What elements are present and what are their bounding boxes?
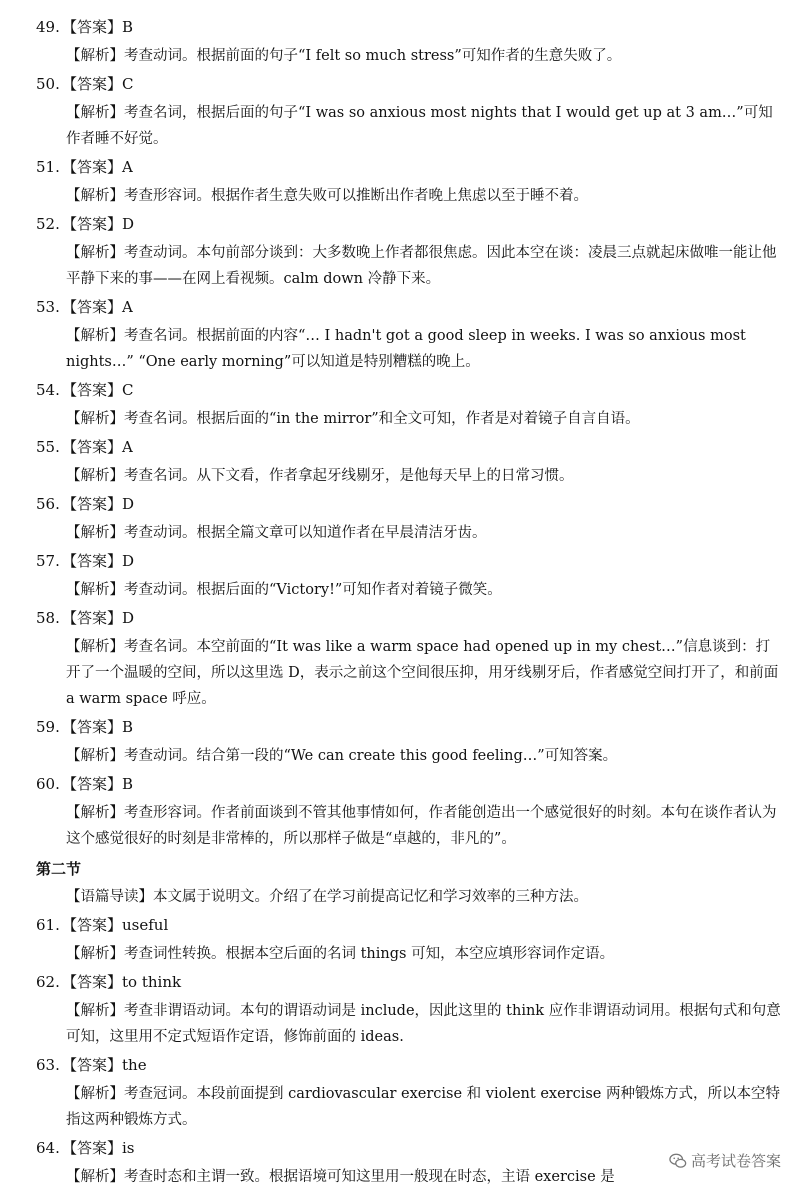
- explanation-text: 【解析】考查名词。本空前面的“It was like a warm space had opened up in my chest…”信息谈到：打开了一个温暖的空间，所以这里选 D，表示之前这个空间很压抑，用牙线剔牙后，作者感觉空间打开了，和前面 a warm space 呼应。: [66, 639, 779, 707]
- question-number: 55.: [36, 438, 60, 456]
- answer-text: 【答案】B: [62, 18, 134, 36]
- explanation-text: 【解析】考查动词。结合第一段的“We can create this good feeling…”可知答案。: [66, 748, 618, 764]
- explanation-text: 【解析】考查动词。根据前面的句子“I felt so much stress”可知作者的生意失败了。: [66, 48, 622, 64]
- question-number: 52.: [36, 215, 60, 233]
- answer-text: 【答案】the: [62, 1056, 147, 1074]
- answer-text: 【答案】C: [62, 381, 134, 399]
- explanation-text: 【解析】考查名词。根据后面的“in the mirror”和全文可知，作者是对着镜子自言自语。: [66, 411, 640, 427]
- question-number: 56.: [36, 495, 60, 513]
- answer-line: [36, 157, 783, 178]
- explanation-text: 【解析】考查动词。根据全篇文章可以知道作者在早晨清洁牙齿。: [66, 525, 487, 541]
- explanation-text: 【解析】考查非谓语动词。本句的谓语动词是 include，因此这里的 think 应作非谓语动词用。根据句式和句意可知，这里用不定式短语作定语，修饰前面的 ideas.: [66, 1003, 781, 1045]
- section-one: [36, 17, 783, 852]
- answer-line: [36, 74, 783, 95]
- explanation-text: 【解析】考查时态和主谓一致。根据语境可知这里用一般现在时态，主语 exercise 是: [66, 1169, 615, 1185]
- watermark: [669, 1150, 781, 1171]
- answer-text: 【答案】D: [62, 609, 135, 627]
- explanation-text: 【解析】考查动词。根据后面的“Victory!”可知作者对着镜子微笑。: [66, 582, 502, 598]
- answer-line: [36, 915, 783, 936]
- answer-line: [36, 1055, 783, 1076]
- answer-line: [36, 297, 783, 318]
- answer-line: [36, 494, 783, 515]
- answer-item: [36, 297, 783, 375]
- answer-text: 【答案】A: [62, 298, 133, 316]
- answer-text: 【答案】C: [62, 75, 134, 93]
- answer-text: 【答案】A: [62, 438, 133, 456]
- answer-item: [36, 157, 783, 209]
- explanation-text: 【解析】考查形容词。根据作者生意失败可以推断出作者晚上焦虑以至于睡不着。: [66, 188, 588, 204]
- explanation-text: 【解析】考查动词。本句前部分谈到：大多数晚上作者都很焦虑。因此本空在谈：凌晨三点就起床做唯一能让他平静下来的事——在网上看视频。calm down 冷静下来。: [66, 245, 777, 287]
- answer-item: [36, 915, 783, 967]
- answer-text: 【答案】A: [62, 158, 133, 176]
- explanation-text: 【解析】考查冠词。本段前面提到 cardiovascular exercise 和 violent exercise 两种锻炼方式，所以本空特指这两种锻炼方式。: [66, 1086, 780, 1128]
- question-number: 63.: [36, 1056, 60, 1074]
- watermark-text: 高考试卷答案: [690, 1152, 781, 1170]
- answer-item: [36, 380, 783, 432]
- answer-item: [36, 1055, 783, 1133]
- wechat-icon: [669, 1152, 687, 1170]
- answer-line: [36, 972, 783, 993]
- answer-text: 【答案】D: [62, 552, 135, 570]
- answer-text: 【答案】D: [62, 495, 135, 513]
- answer-item: [36, 494, 783, 546]
- answer-line: [36, 608, 783, 629]
- answer-item: [36, 17, 783, 69]
- question-number: 53.: [36, 298, 60, 316]
- answer-text: 【答案】useful: [62, 916, 169, 934]
- explanation-text: 【解析】考查名词。从下文看，作者拿起牙线剔牙，是他每天早上的日常习惯。: [66, 468, 574, 484]
- answer-line: [36, 17, 783, 38]
- question-number: 51.: [36, 158, 60, 176]
- question-number: 64.: [36, 1139, 60, 1157]
- question-number: 49.: [36, 18, 60, 36]
- answer-text: 【答案】D: [62, 215, 135, 233]
- question-number: 59.: [36, 718, 60, 736]
- answer-line: [36, 551, 783, 572]
- answer-text: 【答案】is: [62, 1139, 135, 1157]
- explanation-text: 【解析】考查名词，根据后面的句子“I was so anxious most nights that I would get up at 3 am…”可知作者睡不好觉。: [66, 105, 773, 147]
- answer-item: [36, 437, 783, 489]
- answer-item: [36, 774, 783, 852]
- answer-text: 【答案】B: [62, 775, 134, 793]
- answer-line: [36, 717, 783, 738]
- question-number: 50.: [36, 75, 60, 93]
- answer-line: [36, 437, 783, 458]
- question-number: 60.: [36, 775, 60, 793]
- section-two: [36, 915, 783, 1190]
- answer-item: [36, 717, 783, 769]
- explanation-text: 【解析】考查名词。根据前面的内容“… I hadn't got a good sleep in weeks. I was so anxious most nights…” “One early morning”可以知道是特别糟糕的晚上。: [66, 328, 746, 370]
- explanation-text: 【解析】考查词性转换。根据本空后面的名词 things 可知，本空应填形容词作定语。: [66, 946, 615, 962]
- answer-item: [36, 74, 783, 152]
- section-heading: 第二节: [36, 860, 82, 878]
- question-number: 62.: [36, 973, 60, 991]
- passage-intro: 【语篇导读】本文属于说明文。介绍了在学习前提高记忆和学习效率的三种方法。: [66, 889, 588, 905]
- answer-item: [36, 214, 783, 292]
- answer-line: [36, 214, 783, 235]
- question-number: 57.: [36, 552, 60, 570]
- answer-line: [36, 774, 783, 795]
- answer-text: 【答案】B: [62, 718, 134, 736]
- question-number: 61.: [36, 916, 60, 934]
- answer-item: [36, 972, 783, 1050]
- answer-text: 【答案】to think: [62, 973, 182, 991]
- answer-item: [36, 608, 783, 712]
- answer-item: [36, 551, 783, 603]
- explanation-text: 【解析】考查形容词。作者前面谈到不管其他事情如何，作者能创造出一个感觉很好的时刻。本句在谈作者认为这个感觉很好的时刻是非常棒的，所以那样子做是“卓越的，非凡的”。: [66, 805, 777, 847]
- question-number: 58.: [36, 609, 60, 627]
- question-number: 54.: [36, 381, 60, 399]
- answer-line: [36, 380, 783, 401]
